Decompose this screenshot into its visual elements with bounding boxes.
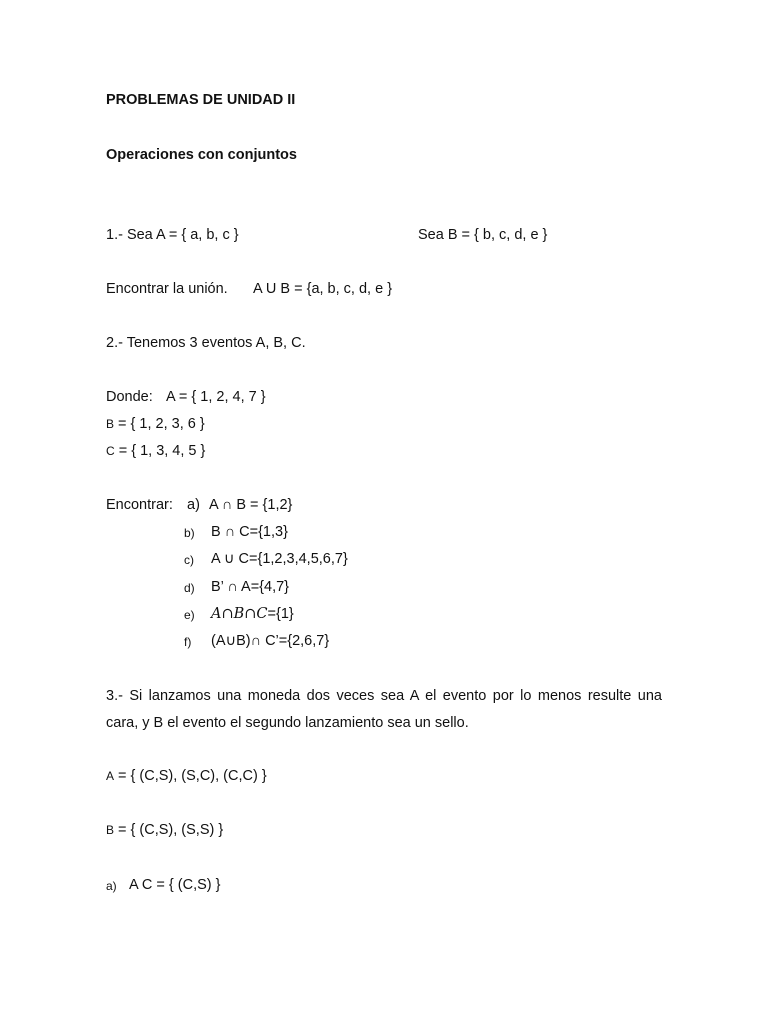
- problem1-set-b: Sea B = { b, c, d, e }: [418, 227, 548, 243]
- p3-set-b-values: = { (C,S), (S,S) }: [114, 822, 224, 838]
- p3-set-b-letter: B: [106, 823, 115, 837]
- problem2-set-c: [106, 443, 205, 459]
- item-c-label: c): [184, 553, 194, 567]
- section-subtitle: Operaciones con conjuntos: [106, 147, 297, 163]
- p3-set-a-letter: A: [106, 769, 115, 783]
- set-b-letter: B: [106, 417, 115, 431]
- problem3-item-a-label: a): [106, 879, 117, 893]
- item-c-text: A ∪ C={1,2,3,4,5,6,7}: [211, 551, 348, 567]
- item-e-label: e): [184, 608, 195, 622]
- set-b-values: = { 1, 2, 3, 6 }: [114, 416, 205, 432]
- problem3-item-a-text: A C = { (C,S) }: [129, 877, 221, 893]
- item-f-text: (A∪B)∩ C’={2,6,7}: [211, 633, 330, 649]
- item-b-label: b): [184, 526, 195, 540]
- set-c-letter: C: [106, 444, 115, 458]
- item-d-text: B’ ∩ A={4,7}: [211, 579, 290, 595]
- item-d-label: d): [184, 581, 195, 595]
- problem2-where-label: Donde:: [106, 389, 153, 405]
- problem3-set-b: [106, 822, 223, 838]
- problem2-set-a: A = { 1, 2, 4, 7 }: [166, 389, 266, 405]
- page-title: PROBLEMAS DE UNIDAD II: [106, 92, 296, 108]
- item-f-label: f): [184, 635, 192, 649]
- problem3-statement: 3.- Si lanzamos una moneda dos veces sea A el evento por lo menos resulte una cara, y B el evento el segundo lanzamiento sea un sello.: [106, 688, 662, 731]
- problem2-set-b: [106, 416, 205, 432]
- problem1-set-a: 1.- Sea A = { a, b, c }: [106, 227, 239, 243]
- item-a-text: A ∩ B = {1,2}: [209, 497, 293, 513]
- item-b-text: B ∩ C={1,3}: [211, 524, 288, 540]
- item-e-result: ={1}: [267, 606, 294, 622]
- set-c-values: = { 1, 3, 4, 5 }: [114, 443, 206, 459]
- problem1-answer: A U B = {a, b, c, d, e }: [253, 281, 393, 297]
- item-e-math: A∩B∩C: [211, 606, 268, 622]
- p3-set-a-values: = { (C,S), (S,C), (C,C) }: [114, 768, 267, 784]
- problem2-find-label: Encontrar:: [106, 497, 173, 513]
- item-e-text: [211, 606, 294, 622]
- problem2-statement: 2.- Tenemos 3 eventos A, B, C.: [106, 335, 306, 351]
- problem3-set-a: [106, 768, 267, 784]
- problem1-task-label: Encontrar la unión.: [106, 281, 228, 297]
- item-a-label: a): [187, 497, 200, 513]
